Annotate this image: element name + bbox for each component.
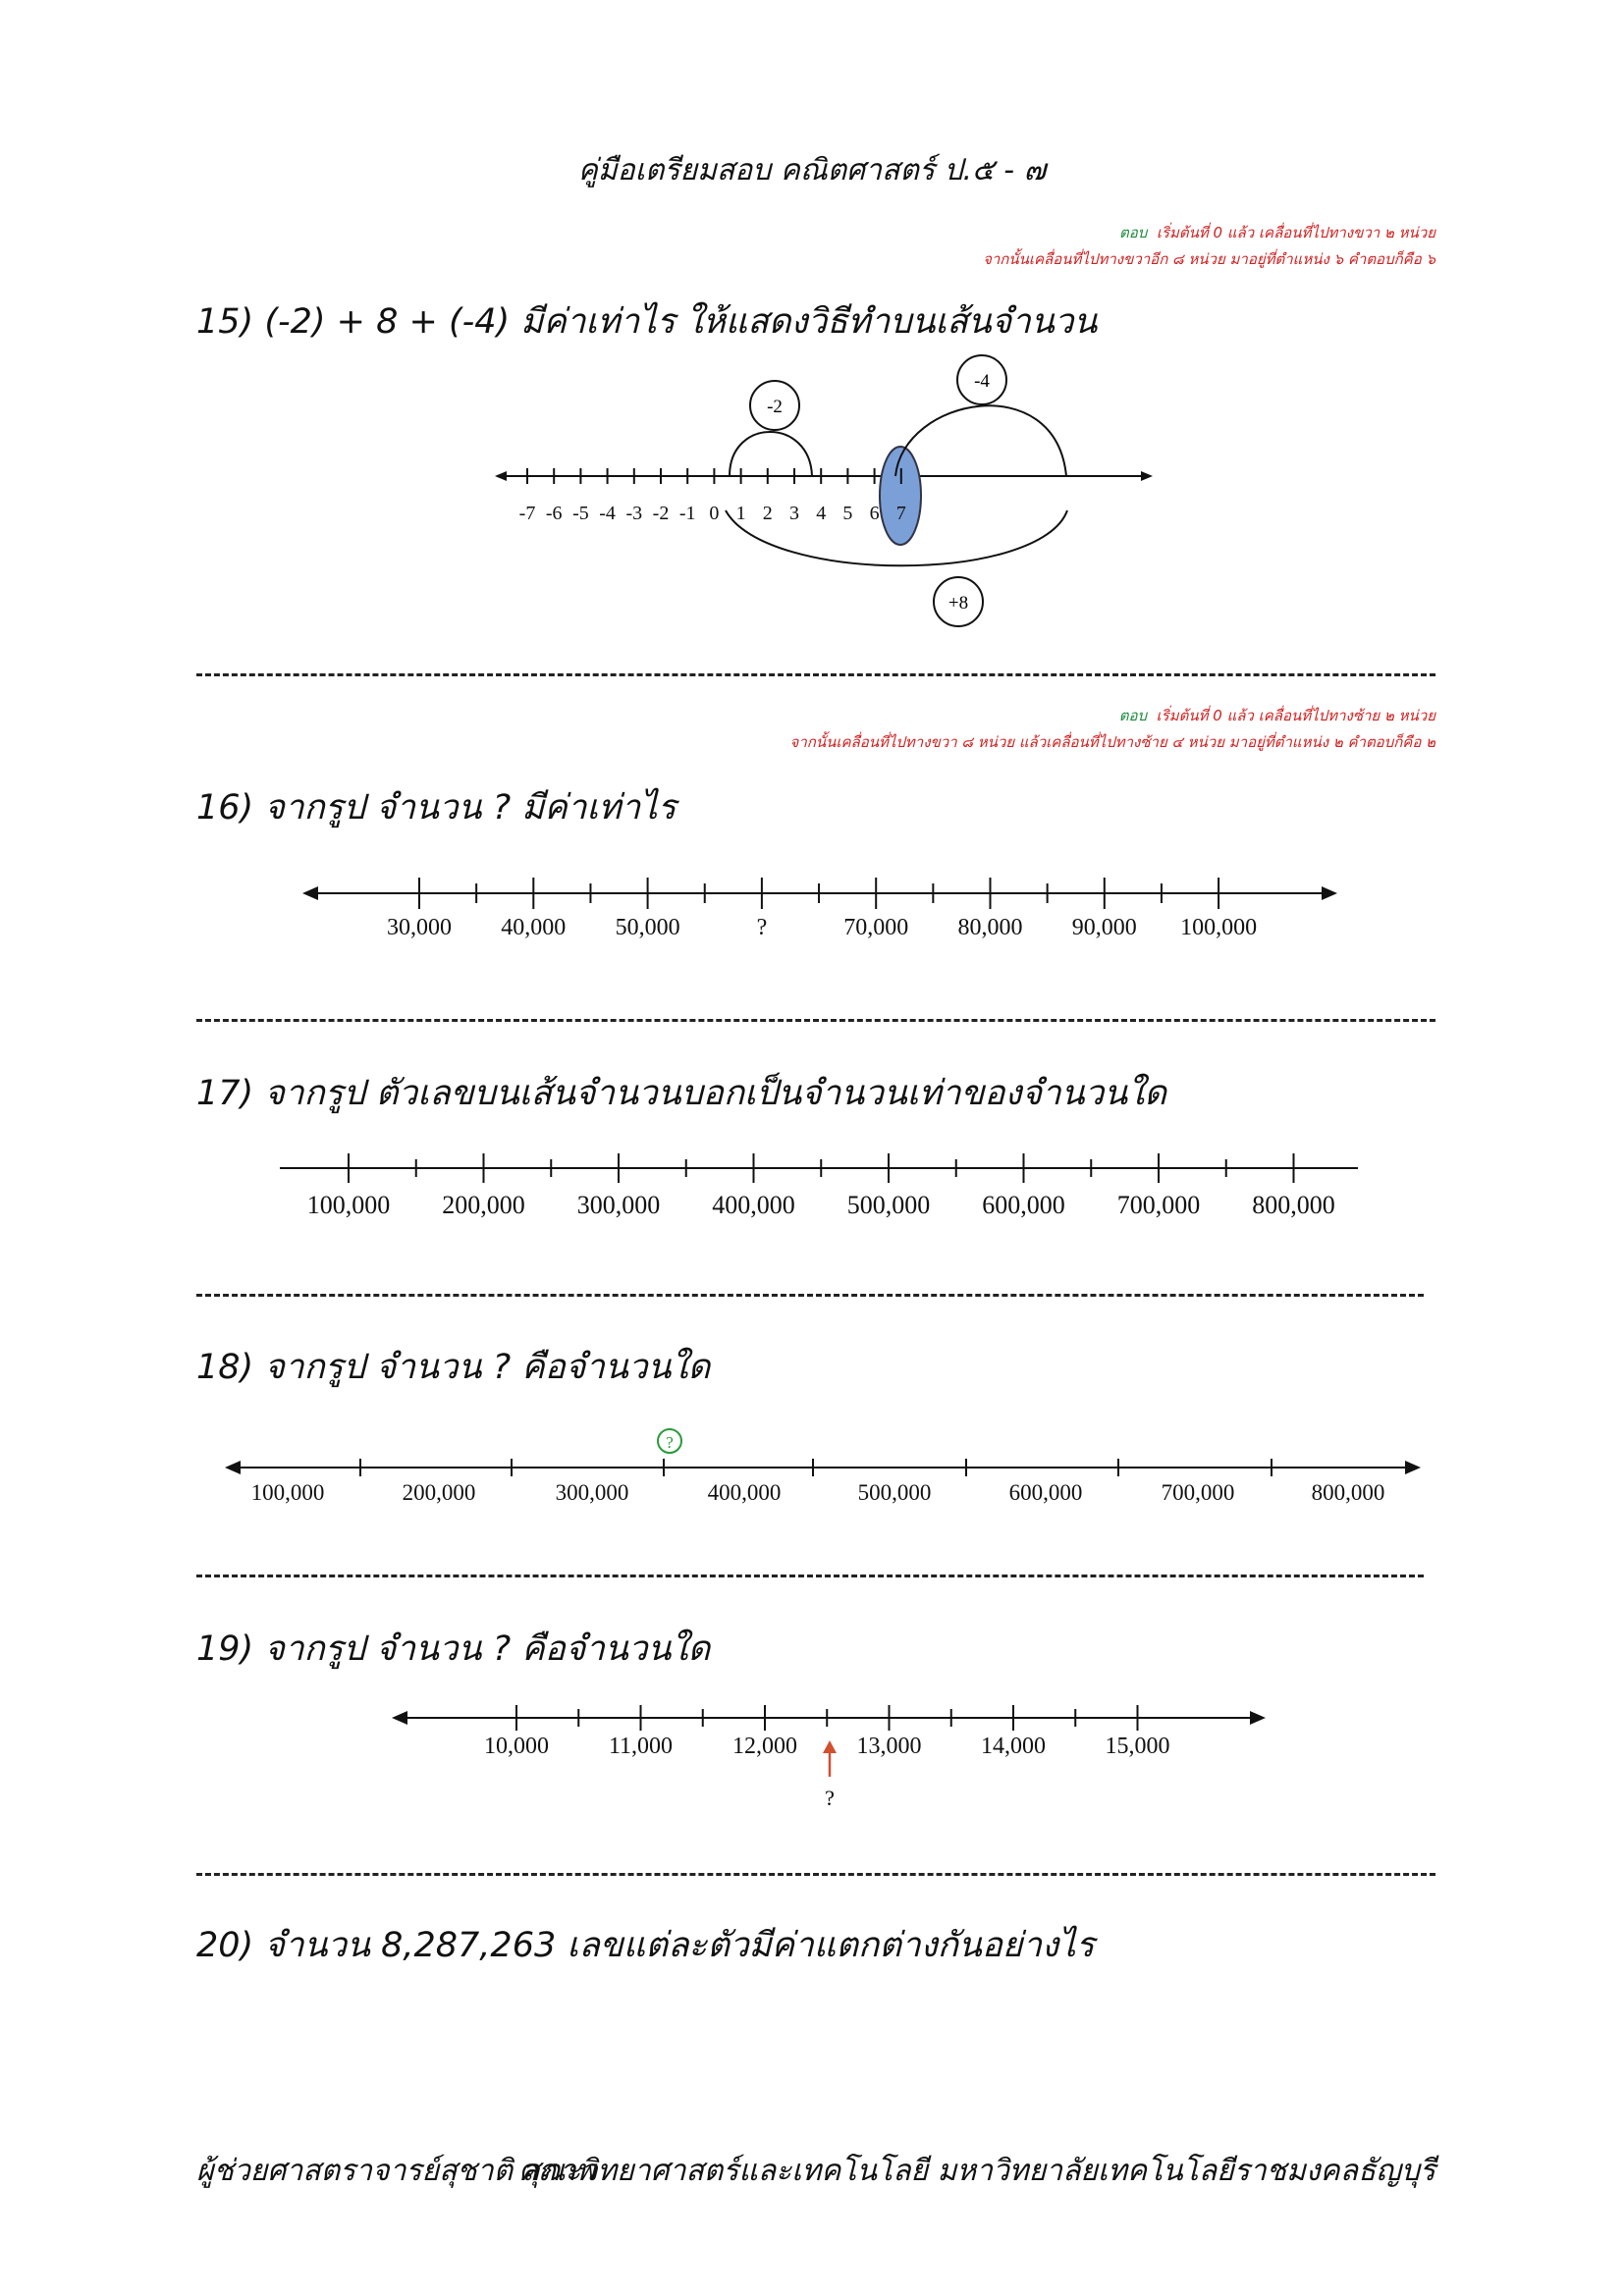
tick-label: 500,000 — [857, 1480, 932, 1505]
answer-line-2: จากนั้นเคลื่อนที่ไปทางขวา ๘ หน่วย แล้วเคลื่อนที่ไปทางซ้าย ๔ หน่วย มาอยู่ที่ตำแหน่ง ๒ คำตอบก็คือ ๒ — [789, 733, 1435, 751]
question-17: 17) จากรูป ตัวเลขบนเส้นจำนวนบอกเป็นจำนวนเท่าของจำนวนใด — [196, 1074, 1166, 1113]
answer-line-1: เริ่มต้นที่ 0 แล้ว เคลื่อนที่ไปทางซ้าย ๒ หน่วย — [1156, 707, 1435, 724]
tick-label: -7 — [518, 503, 536, 524]
jump-label-plus8: +8 — [947, 593, 969, 614]
tick-label: -3 — [625, 503, 643, 524]
tick-label: 100,000 — [1180, 915, 1258, 940]
tick-label: 2 — [762, 503, 773, 524]
number-line-15 — [491, 348, 1159, 643]
tick-label: 5 — [842, 503, 853, 524]
number-line-16 — [295, 864, 1355, 972]
tick-label: 200,000 — [402, 1480, 476, 1505]
tick-label: -1 — [678, 503, 696, 524]
answer-label: ตอบ — [1119, 224, 1148, 241]
question-16: 16) จากรูป จำนวน ? มีค่าเท่าไร — [196, 788, 677, 828]
unknown-arrow-head — [823, 1740, 837, 1753]
tick-label: 100,000 — [306, 1191, 391, 1219]
tick-label: 12,000 — [732, 1734, 797, 1759]
tick-label: 600,000 — [982, 1191, 1065, 1219]
number-line-17-figure — [275, 1139, 1365, 1247]
tick-label: 50,000 — [615, 915, 680, 940]
tick-label: 3 — [789, 503, 799, 524]
number-line-19 — [388, 1688, 1272, 1816]
tick-label: 6 — [869, 503, 880, 524]
tick-label: -4 — [599, 503, 616, 524]
tick-label: 14,000 — [981, 1734, 1046, 1759]
number-line-15-figure — [491, 348, 1159, 643]
number-line-19-figure — [388, 1688, 1272, 1816]
tick-label: 90,000 — [1071, 915, 1137, 940]
tick-label: 11,000 — [608, 1734, 674, 1759]
question-19: 19) จากรูป จำนวน ? คือจำนวนใด — [196, 1629, 711, 1669]
tick-label: 13,000 — [856, 1734, 922, 1759]
jump-label-minus2: -2 — [767, 397, 783, 417]
tick-label: -2 — [652, 503, 670, 524]
footer-faculty: คณะวิทยาศาสตร์และเทคโนโลยี มหาวิทยาลัยเทคโนโลยีราชมงคลธัญบุรี — [517, 2154, 1435, 2188]
tick-label: -5 — [572, 503, 589, 524]
footer-author: ผู้ช่วยศาสตราจารย์สุชาติ สุภาพ — [196, 2154, 596, 2188]
tick-label: 1 — [735, 503, 746, 524]
tick-label: 0 — [709, 503, 720, 524]
answer-line-separator — [196, 673, 1435, 676]
tick-label: 300,000 — [555, 1480, 629, 1505]
unknown-marker: ? — [825, 1786, 835, 1810]
answer-label: ตอบ — [1118, 707, 1147, 724]
answer-note-15 — [983, 220, 1435, 273]
tick-label: 30,000 — [387, 915, 452, 940]
page-header: คู่มือเตรียมสอบ คณิตศาสตร์ ป.๕ - ๗ — [577, 153, 1047, 187]
answer-note-16 — [790, 703, 1435, 756]
tick-label: 500,000 — [846, 1191, 931, 1219]
tick-label: -6 — [545, 503, 563, 524]
jump-label-minus4: -4 — [974, 371, 990, 392]
tick-label: 300,000 — [576, 1191, 661, 1219]
tick-label: 100,000 — [250, 1480, 325, 1505]
answer-line-2: จากนั้นเคลื่อนที่ไปทางขวาอีก ๘ หน่วย มาอยู่ที่ตำแหน่ง ๖ คำตอบก็คือ ๖ — [983, 250, 1435, 268]
tick-label: 7 — [895, 503, 906, 524]
tick-label: 10,000 — [484, 1734, 549, 1759]
tick-label: 80,000 — [957, 915, 1023, 940]
number-line-18 — [221, 1414, 1429, 1522]
question-20: 20) จำนวน 8,287,263 เลขแต่ละตัวมีค่าแตกต่างกันอย่างไร — [196, 1926, 1095, 1965]
answer-line-separator — [196, 1873, 1435, 1876]
number-line-16-figure — [295, 864, 1355, 972]
tick-label: 200,000 — [442, 1191, 525, 1219]
tick-label: 800,000 — [1311, 1480, 1385, 1505]
answer-line-separator — [196, 1575, 1424, 1577]
question-15: 15) (-2) + 8 + (-4) มีค่าเท่าไร ให้แสดงวิธีทำบนเส้นจำนวน — [196, 302, 1098, 342]
tick-label: 800,000 — [1252, 1191, 1335, 1219]
tick-label: 700,000 — [1116, 1191, 1201, 1219]
tick-label: 70,000 — [843, 915, 909, 940]
tick-label: 400,000 — [712, 1191, 795, 1219]
tick-label: 400,000 — [707, 1480, 782, 1505]
number-line-17 — [275, 1139, 1365, 1247]
tick-label: ? — [756, 915, 768, 940]
tick-label: 15,000 — [1105, 1734, 1170, 1759]
tick-label: 40,000 — [501, 915, 567, 940]
unknown-marker: ? — [666, 1433, 674, 1452]
answer-line-1: เริ่มต้นที่ 0 แล้ว เคลื่อนที่ไปทางขวา ๒ หน่วย — [1156, 224, 1435, 241]
question-18: 18) จากรูป จำนวน ? คือจำนวนใด — [196, 1348, 711, 1387]
jump-arc-minus4 — [895, 405, 1066, 476]
tick-label: 700,000 — [1161, 1480, 1235, 1505]
answer-line-separator — [196, 1294, 1424, 1297]
tick-label: 4 — [816, 503, 827, 524]
tick-label: 600,000 — [1008, 1480, 1083, 1505]
highlight-ellipse — [880, 447, 921, 545]
number-line-18-figure — [221, 1414, 1429, 1522]
answer-line-separator — [196, 1019, 1435, 1022]
